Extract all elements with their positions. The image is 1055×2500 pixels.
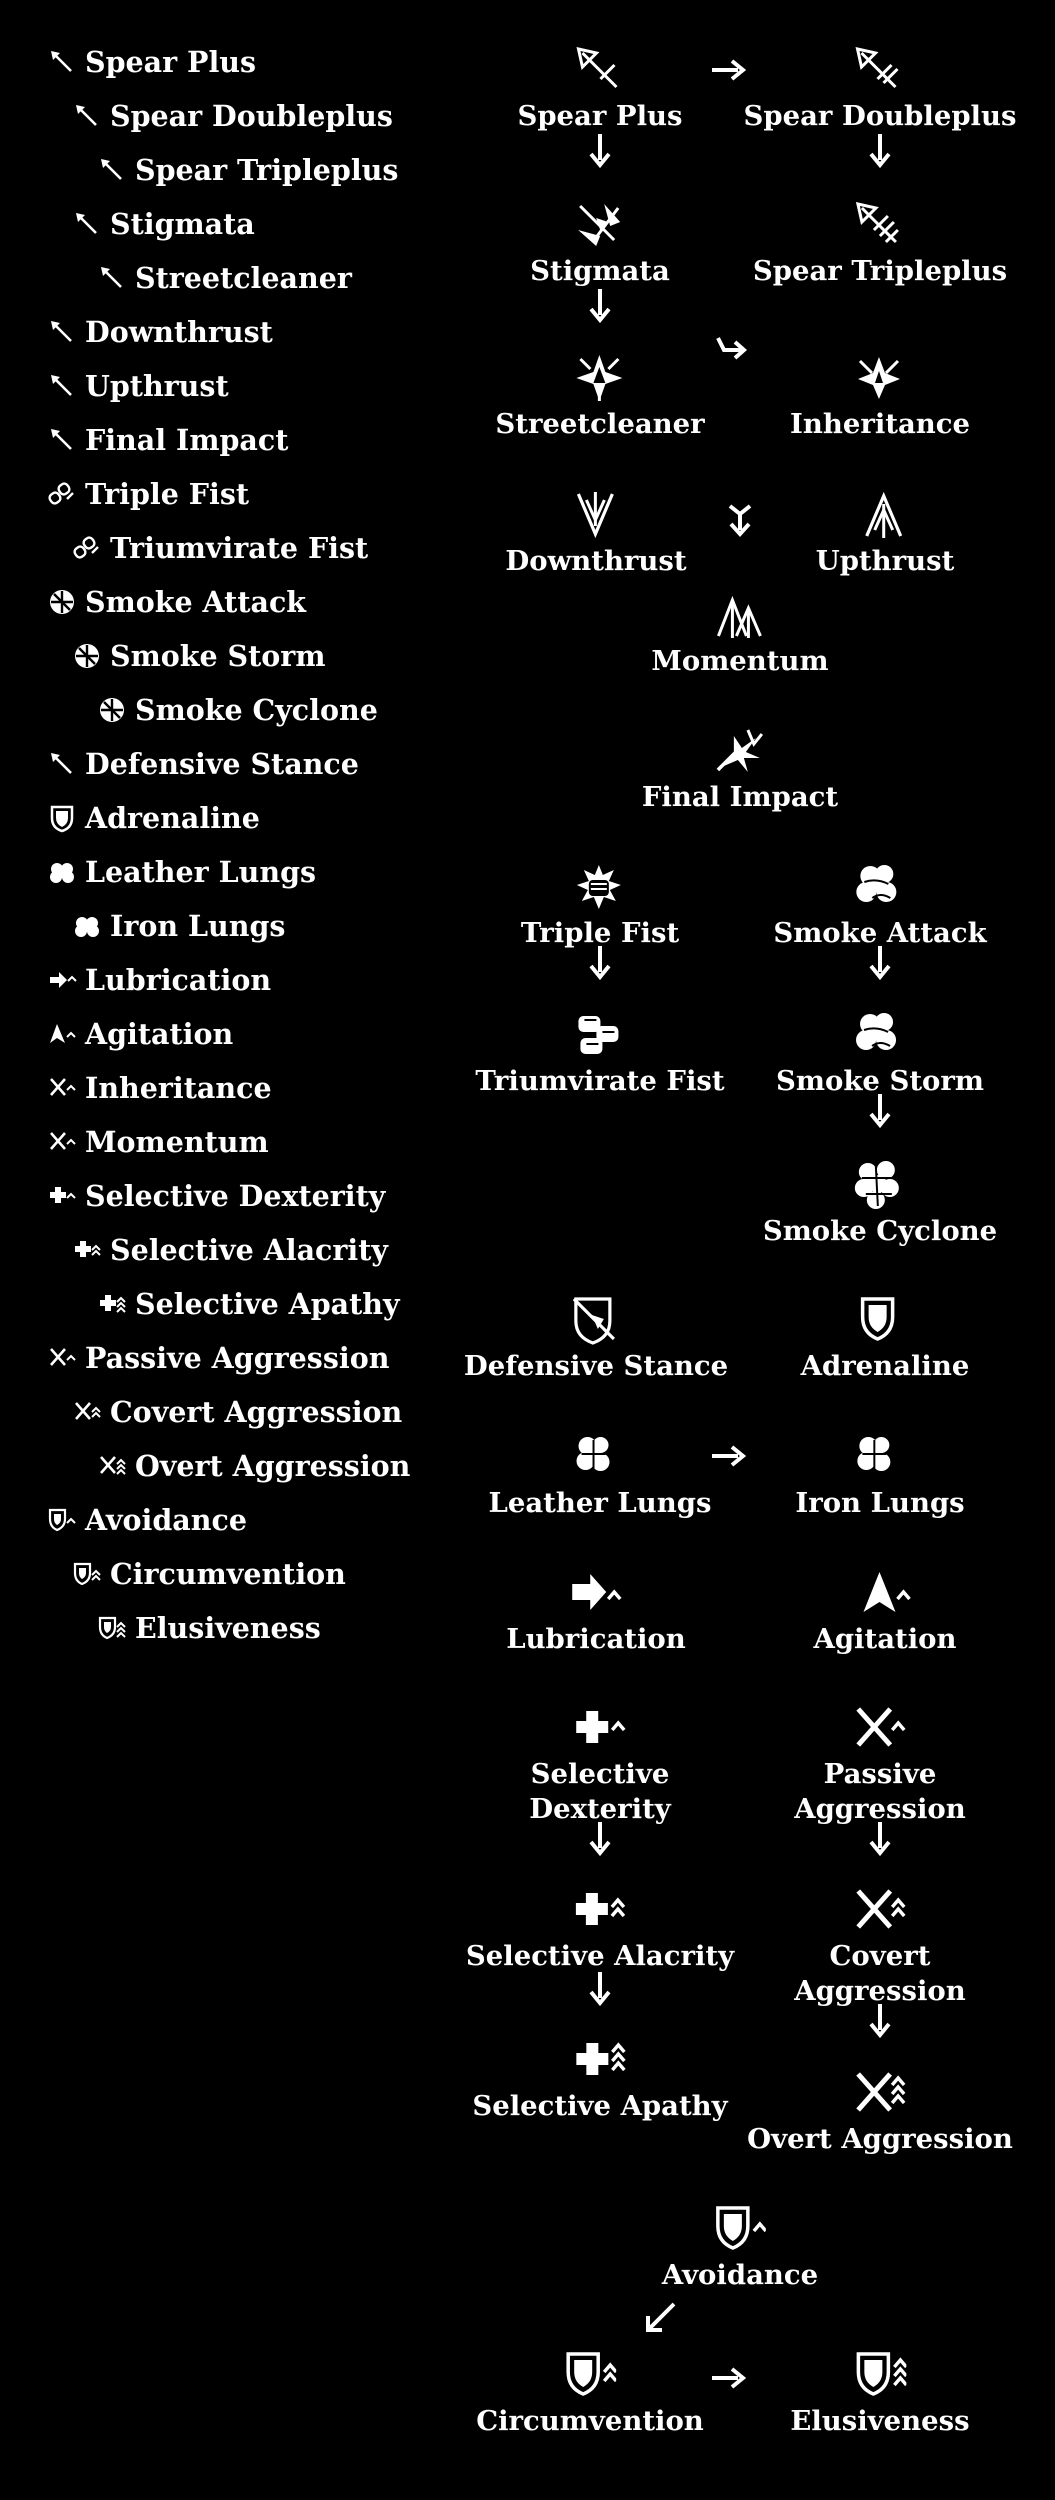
arrow-stigmata-to-streetcleaner	[580, 285, 620, 325]
skill-list-label: Momentum	[85, 1125, 269, 1159]
arrow-selective-alacrity-to-selective-apathy	[580, 1968, 620, 2008]
node-defensive-stance	[464, 1295, 728, 1384]
node-label: Downthrust	[505, 545, 687, 577]
node-label: Smoke Attack	[773, 917, 987, 949]
skill-list-label: Inheritance	[85, 1071, 272, 1105]
node-label: Smoke Storm	[776, 1065, 984, 1097]
stigmata-icon	[530, 200, 670, 252]
skill-list-label: Circumvention	[110, 1557, 346, 1591]
skill-list-label: Passive Aggression	[85, 1341, 390, 1375]
crossed1-icon	[794, 1703, 966, 1755]
inheritance-icon	[790, 353, 970, 405]
arrow-smoke-storm-to-smoke-cyclone	[860, 1090, 900, 1130]
node-triumvirate-fist	[475, 1010, 724, 1099]
skill-list-label: Covert Aggression	[110, 1395, 403, 1429]
node-label: Final Impact	[641, 781, 839, 813]
node-upthrust	[816, 490, 955, 579]
node-label: Elusiveness	[790, 2405, 970, 2437]
skill-list-label: Smoke Attack	[85, 585, 307, 619]
smoke-cyclone-icon	[763, 1160, 997, 1212]
streetcleaner-icon	[495, 353, 704, 405]
node-triple-fist	[521, 862, 679, 951]
node-label: Inheritance	[789, 408, 971, 440]
lungs-icon	[795, 1432, 964, 1484]
node-label: Circumvention	[476, 2405, 704, 2437]
arrow-passive-aggression-to-covert-aggression	[860, 1818, 900, 1858]
node-elusiveness	[790, 2350, 969, 2439]
agitation-icon	[813, 1568, 956, 1620]
node-smoke-cyclone	[763, 1160, 997, 1249]
node-agitation	[813, 1568, 956, 1657]
node-iron-lungs	[795, 1432, 964, 1521]
node-leather-lungs	[489, 1432, 712, 1521]
skill-list-label: Spear Plus	[85, 45, 257, 79]
cross1-icon	[529, 1703, 671, 1755]
node-label: Stigmata	[530, 255, 670, 287]
spear-tripleplus-icon	[753, 200, 1007, 252]
node-label: Momentum	[651, 645, 829, 677]
shield1-icon	[662, 2204, 818, 2256]
lubrication-icon	[506, 1568, 686, 1620]
skill-list-label: Agitation	[85, 1017, 234, 1051]
node-label: Selective Alacrity	[465, 1940, 735, 1972]
arrow-spear-plus-to-stigmata	[580, 130, 620, 170]
node-final-impact	[642, 726, 838, 815]
adrenaline-icon	[801, 1295, 970, 1347]
node-label: Selective Apathy	[472, 2090, 728, 2122]
skill-list-label: Smoke Cyclone	[135, 693, 378, 727]
node-label: Streetcleaner	[495, 408, 705, 440]
node-label: Upthrust	[815, 545, 955, 577]
arrow-streetcleaner-to-inheritance	[710, 330, 750, 370]
skill-list-label: Selective Dexterity	[85, 1179, 386, 1213]
arrow-avoidance-to-circumvention	[640, 2298, 680, 2338]
node-circumvention	[476, 2350, 704, 2439]
skill-list-label: Downthrust	[85, 315, 273, 349]
arrow-downthrust-to-momentum	[720, 500, 760, 540]
arrow-covert-aggression-to-overt-aggression	[860, 2000, 900, 2040]
skill-list-label: Spear Tripleplus	[135, 153, 399, 187]
node-label: Selective Dexterity	[529, 1758, 671, 1825]
shield2-icon	[476, 2350, 704, 2402]
node-smoke-storm	[776, 1010, 984, 1099]
skill-list-label: Streetcleaner	[135, 261, 352, 295]
downthrust-icon	[505, 490, 686, 542]
skill-list-label: Avoidance	[85, 1503, 247, 1537]
skill-list-label: Iron Lungs	[110, 909, 286, 943]
node-overt-aggression	[747, 2068, 1013, 2157]
skill-list-label: Leather Lungs	[85, 855, 317, 889]
skill-list-label: Spear Doubleplus	[110, 99, 393, 133]
cross2-icon	[466, 1885, 734, 1937]
arrow-leather-lungs-to-iron-lungs	[708, 1436, 748, 1476]
node-spear-plus	[517, 45, 682, 134]
node-avoidance	[662, 2204, 818, 2293]
arrow-selective-dexterity-to-selective-alacrity	[580, 1818, 620, 1858]
node-label: Spear Doubleplus	[743, 100, 1017, 132]
node-inheritance	[790, 353, 970, 442]
node-label: Avoidance	[661, 2259, 819, 2291]
cross3-icon	[472, 2035, 727, 2087]
triple-fist-icon	[521, 862, 679, 914]
node-label: Leather Lungs	[488, 1487, 712, 1519]
skill-list-label: Triple Fist	[85, 477, 250, 511]
skill-list-label: Selective Apathy	[135, 1287, 400, 1321]
node-lubrication	[506, 1568, 686, 1657]
skill-list-label: Triumvirate Fist	[110, 531, 369, 565]
node-downthrust	[505, 490, 686, 579]
node-label: Spear Plus	[517, 100, 683, 132]
skill-list-label: Stigmata	[110, 207, 255, 241]
skill-list-label: Defensive Stance	[85, 747, 359, 781]
triumvirate-fist-icon	[475, 1010, 724, 1062]
arrow-circumvention-to-elusiveness	[708, 2358, 748, 2398]
crossed2-icon	[794, 1885, 966, 1937]
node-label: Adrenaline	[800, 1350, 970, 1382]
spear-plus-icon	[517, 45, 682, 97]
smoke-icon	[776, 1010, 984, 1062]
node-selective-apathy	[472, 2035, 727, 2124]
arrow-smoke-attack-to-smoke-storm	[860, 942, 900, 982]
node-label: Triumvirate Fist	[475, 1065, 725, 1097]
node-momentum	[651, 590, 828, 679]
node-passive-aggression	[794, 1703, 966, 1827]
crossed3-icon	[747, 2068, 1013, 2120]
momentum-icon	[651, 590, 828, 642]
final-impact-icon	[642, 726, 838, 778]
arrow-spear-plus-to-spear-doubleplus	[708, 50, 748, 90]
skill-list-label: Smoke Storm	[110, 639, 326, 673]
spear-doubleplus-icon	[744, 45, 1017, 97]
upthrust-icon	[816, 490, 955, 542]
node-spear-tripleplus	[753, 200, 1007, 289]
skill-list-label: Lubrication	[85, 963, 272, 997]
node-label: Smoke Cyclone	[762, 1215, 998, 1247]
node-adrenaline	[801, 1295, 970, 1384]
lungs-icon	[489, 1432, 712, 1484]
skill-list-label: Selective Alacrity	[110, 1233, 388, 1267]
node-smoke-attack	[773, 862, 986, 951]
node-label: Spear Tripleplus	[752, 255, 1008, 287]
node-selective-alacrity	[466, 1885, 734, 1974]
skill-list-label: Elusiveness	[135, 1611, 321, 1645]
node-label: Passive Aggression	[794, 1758, 966, 1825]
smoke-icon	[773, 862, 986, 914]
node-label: Triple Fist	[520, 917, 680, 949]
skill-list-label: Upthrust	[85, 369, 229, 403]
node-covert-aggression	[794, 1885, 966, 2009]
node-label: Defensive Stance	[463, 1350, 729, 1382]
node-label: Overt Aggression	[747, 2123, 1013, 2155]
skill-list-label: Overt Aggression	[135, 1449, 411, 1483]
arrow-spear-doubleplus-to-spear-tripleplus	[860, 130, 900, 170]
arrow-triple-fist-to-triumvirate-fist	[580, 942, 620, 982]
skill-list-label: Adrenaline	[85, 801, 260, 835]
node-selective-dexterity	[529, 1703, 671, 1827]
node-streetcleaner	[495, 353, 704, 442]
node-label: Iron Lungs	[795, 1487, 965, 1519]
node-label: Lubrication	[506, 1623, 686, 1655]
node-spear-doubleplus	[744, 45, 1017, 134]
node-label: Agitation	[813, 1623, 957, 1655]
defensive-stance-icon	[464, 1295, 728, 1347]
skill-list-label: Final Impact	[85, 423, 289, 457]
node-stigmata	[530, 200, 670, 289]
shield3-icon	[790, 2350, 969, 2402]
node-label: Covert Aggression	[794, 1940, 966, 2007]
